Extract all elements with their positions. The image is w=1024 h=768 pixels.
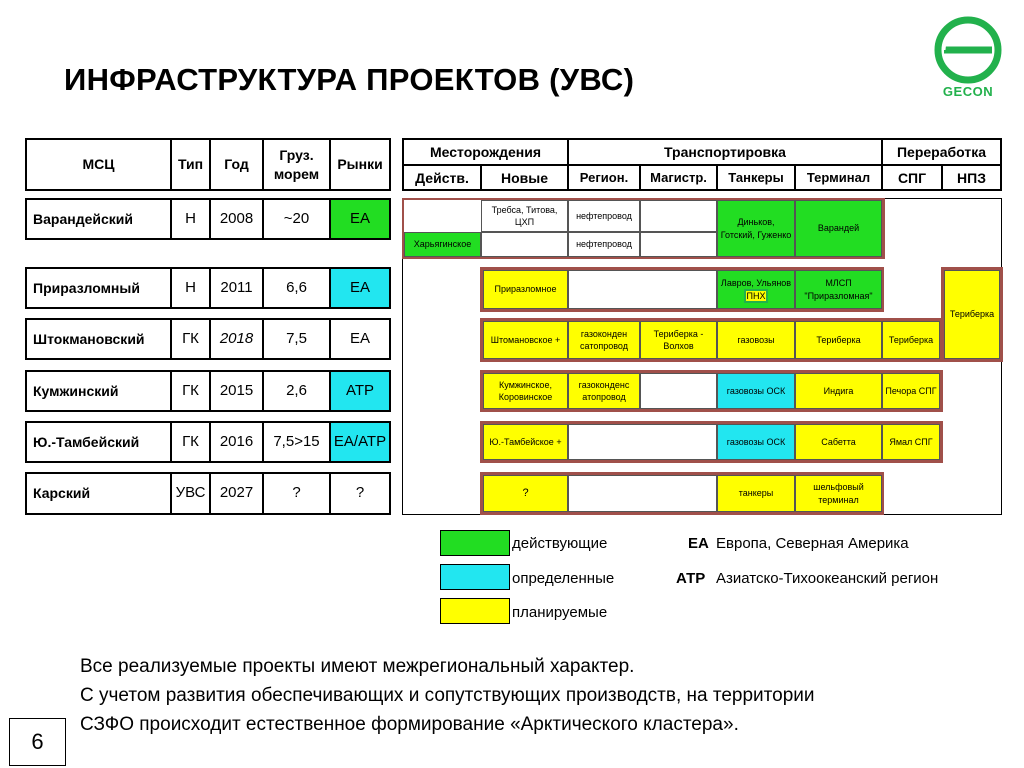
legend-label-defined: определенные [512,570,615,587]
row6-terminal: шельфовый терминал [795,475,882,512]
row-year: 2018 [210,319,263,359]
row4-new: Кумжинское, Коровинское [483,373,568,409]
legend-swatch-defined [440,564,510,590]
header-msc: МСЦ [26,139,171,190]
header-transport: Транспортировка [568,139,882,165]
legend-ea-desc: Европа, Северная Америка [716,535,909,552]
row2-new: Приразломное [483,270,568,309]
row3-region: газоконден сатопровод [568,321,640,359]
row3-trunk: Териберка - Волхов [640,321,717,359]
row-type: ГК [171,371,210,411]
bottom-line-3: СЗФО происходит естественное формирование «Арктического кластера». [80,714,739,735]
row-type: Н [171,268,210,308]
row-name: Штокмановский [26,319,171,359]
row-type: Н [171,199,210,239]
row6-new: ? [483,475,568,512]
row1-terminal: Варандей [795,200,882,257]
legend-swatch-planned [440,598,510,624]
legend-label-active: действующие [512,535,608,552]
row2-transport-empty [568,270,717,309]
legend-ea-abbr: ЕА [688,535,709,552]
bottom-text [80,652,815,739]
row-type: УВС [171,473,210,514]
gecon-logo [930,14,1006,104]
row3-new: Штомановское + [483,321,568,359]
row6-transport-empty [568,475,717,512]
row2-tankers [717,270,795,309]
row4-trunk [640,373,717,409]
subheader-trunk: Магистр. [640,165,717,190]
row4-lng: Печора СПГ [882,373,940,409]
row1-region-top: нефтепровод [568,200,640,232]
row-year: 2015 [210,371,263,411]
row3-tankers: газовозы [717,321,795,359]
bottom-line-1: Все реализуемые проекты имеют межрегиональный характер. [80,656,635,677]
row-cargo: 2,6 [263,371,330,411]
row-market: ? [330,473,390,514]
header-fields: Месторождения [403,139,568,165]
row4-terminal: Индига [795,373,882,409]
bottom-line-2: С учетом развития обеспечивающих и сопутствующих производств, на территории [80,685,815,706]
row1-active-empty [404,200,482,232]
row4-tankers: газовозы ОСК [717,373,795,409]
row-name: Кумжинский [26,371,171,411]
row1-new-bottom [481,232,568,257]
row-type: ГК [171,422,210,462]
row-cargo: 7,5 [263,319,330,359]
header-markets: Рынки [330,139,390,190]
row-name: Приразломный [26,268,171,308]
legend-label-planned: планируемые [512,604,608,621]
subheader-region: Регион. [568,165,640,190]
row-cargo: ~20 [263,199,330,239]
row6-tankers: танкеры [717,475,795,512]
legend-swatch-active [440,530,510,556]
row-name: Ю.-Тамбейский [26,422,171,462]
row2-tankers-text [720,277,792,301]
subheader-tankers: Танкеры [717,165,795,190]
subheader-refinery: НПЗ [942,165,1001,190]
gecon-logo-icon [930,14,1006,86]
subheader-lng: СПГ [882,165,942,190]
legend-atr-abbr: АТР [676,570,706,587]
row2-terminal: МЛСП "Приразломная" [795,270,882,309]
row-name: Варандейский [26,199,171,239]
logo-text: GECON [942,84,994,99]
legend-atr-desc: Азиатско-Тихоокеанский регион [716,570,939,587]
row1-region-bottom: нефтепровод [568,232,640,257]
row1-trunk-bottom [640,232,717,257]
header-year: Год [210,139,263,190]
row-year: 2016 [210,422,263,462]
row3-lng: Териберка [882,321,940,359]
row-year: 2008 [210,199,263,239]
row-type: ГК [171,319,210,359]
row-market: ЕА [330,268,390,308]
row-market: ЕА [330,319,390,359]
row-year: 2011 [210,268,263,308]
header-cargo: Груз. морем [263,139,330,190]
row1-tankers: Диньков, Готский, Гуженко [717,200,795,257]
row-cargo: 7,5>15 [263,422,330,462]
page-title: ИНФРАСТРУКТУРА ПРОЕКТОВ (УВС) [64,62,635,97]
row4-region: газоконденс атопровод [568,373,640,409]
row-name: Карский [26,473,171,514]
row5-tankers: газовозы ОСК [717,424,795,460]
subheader-new: Новые [481,165,568,190]
page-number: 6 [9,718,66,766]
row5-terminal: Сабетта [795,424,882,460]
row5-new: Ю.-Тамбейское + [483,424,568,460]
header-type: Тип [171,139,210,190]
row1-new-top: Требса, Титова, ЦХП [481,200,568,232]
row2-pnh-tag: ПНХ [744,289,769,303]
subheader-active: Действ. [403,165,481,190]
row1-trunk-top [640,200,717,232]
subheader-terminal: Терминал [795,165,882,190]
header-processing: Переработка [882,139,1001,165]
row-cargo: 6,6 [263,268,330,308]
row5-lng: Ямал СПГ [882,424,940,460]
row-year: 2027 [210,473,263,514]
teriberka-big: Териберка [944,270,1000,359]
row1-active-bottom: Харьягинское [404,232,481,257]
row-cargo: ? [263,473,330,514]
row-market: АТР [330,371,390,411]
row5-transport-empty [568,424,717,460]
row-market: ЕА [330,199,390,239]
row2-tankers-prefix: Лавров, Ульянов [720,278,792,289]
row3-terminal: Териберка [795,321,882,359]
row-market: ЕА/АТР [330,422,390,462]
